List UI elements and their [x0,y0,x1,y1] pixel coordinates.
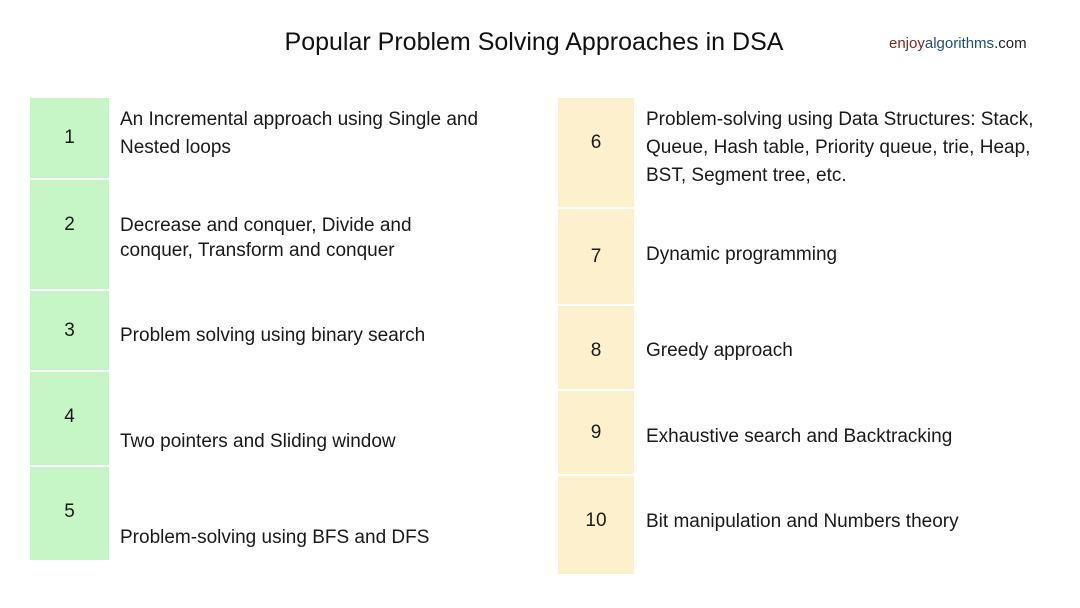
approach-number-5-label: 5 [64,501,75,522]
approach-text-10: Bit manipulation and Numbers theory [646,511,959,532]
approach-text-3: Problem solving using binary search [120,325,426,346]
approach-number-4-label: 4 [64,406,75,427]
approach-number-3: 3 [30,291,109,370]
approach-number-8 [558,306,634,389]
approach-text-2: Decrease and conquer, Divide and conquer, Transform and conquer [120,215,412,261]
approach-number-6-label: 6 [590,132,602,153]
approach-number-2-label: 2 [64,214,75,235]
approach-number-5 [30,467,109,560]
approach-text-8: Greedy approach [646,340,793,361]
approach-number-8-label: 8 [590,340,602,361]
approach-text-4: Two pointers and Sliding window [120,431,396,452]
approach-text-5: Problem-solving using BFS and DFS [120,527,430,548]
approach-text-9: Exhaustive search and Backtracking [646,426,953,447]
brand-part-enjoy: enjoy [889,35,925,52]
approach-text-6: Problem-solving using Data Structures: Stack, Queue, Hash table, Priority queue, trie, Heap, BST, Segment tree, etc. [646,109,1034,186]
approach-number-10 [558,476,634,574]
approach-number-7: 7 [558,209,634,304]
approach-number-4 [30,372,109,465]
brand-part-com: .com [994,35,1027,52]
brand-logo [889,35,1027,52]
brand-part-algorithms: algorithms [924,35,995,52]
approach-number-2 [30,180,109,289]
approach-number-9: 9 [558,391,634,474]
approach-number-6 [558,98,634,207]
approach-text-7: Dynamic programming [646,244,838,265]
approach-number-1: 1 [30,98,109,178]
approach-text-1: An Incremental approach using Single and Nested loops [120,109,479,158]
page-title: Popular Problem Solving Approaches in DSA [284,28,784,56]
approach-number-10-label: 10 [585,510,607,531]
